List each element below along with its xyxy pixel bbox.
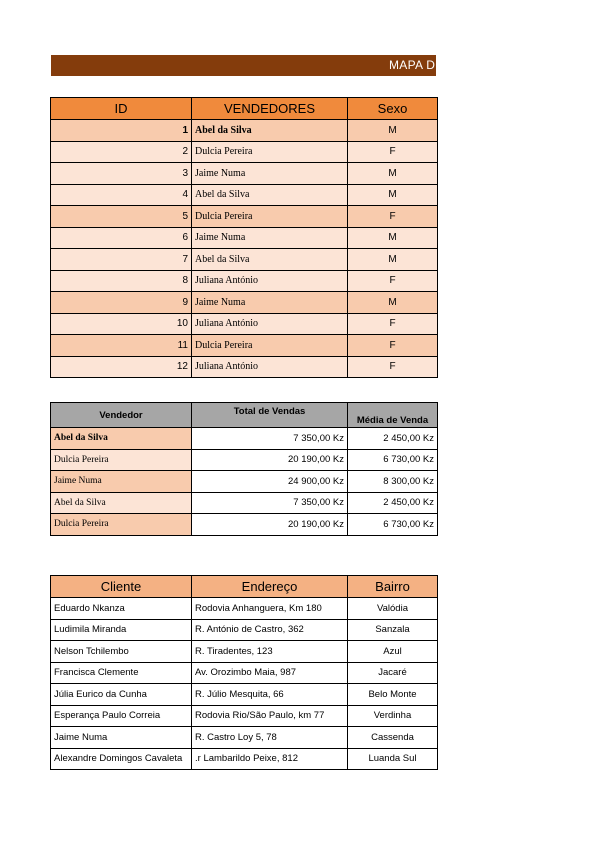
client-address: R. António de Castro, 362 — [192, 619, 348, 641]
header-vendedores: VENDEDORES — [192, 98, 348, 120]
sales-seller: Abel da Silva — [51, 492, 192, 514]
client-name: Francisca Clemente — [51, 662, 192, 684]
seller-id: 10 — [51, 313, 192, 335]
client-name: Nelson Tchilembo — [51, 641, 192, 663]
table-row — [51, 227, 438, 249]
sales-total: 7 350,00 Kz — [192, 492, 348, 514]
table-row — [51, 120, 438, 142]
seller-name: Jaime Numa — [192, 227, 348, 249]
table-row — [51, 141, 438, 163]
seller-name: Dulcia Pereira — [192, 335, 348, 357]
table-row — [51, 184, 438, 206]
client-address: .r Lambarildo Peixe, 812 — [192, 748, 348, 770]
seller-id: 6 — [51, 227, 192, 249]
seller-id: 5 — [51, 206, 192, 228]
table-row — [51, 270, 438, 292]
client-name: Esperança Paulo Correia — [51, 705, 192, 727]
header-endereco: Endereço — [192, 576, 348, 598]
client-address: R. Tiradentes, 123 — [192, 641, 348, 663]
title-bar — [51, 55, 436, 76]
seller-name: Juliana António — [192, 313, 348, 335]
seller-sex: M — [348, 292, 438, 314]
client-district: Azul — [348, 641, 438, 663]
client-address: R. Castro Loy 5, 78 — [192, 727, 348, 749]
seller-id: 8 — [51, 270, 192, 292]
sales-total: 7 350,00 Kz — [192, 428, 348, 450]
seller-id: 12 — [51, 356, 192, 378]
sales-seller: Dulcia Pereira — [51, 514, 192, 536]
page-title: MAPA D — [389, 58, 436, 72]
seller-sex: M — [348, 184, 438, 206]
clients-table — [50, 575, 438, 770]
header-sexo: Sexo — [348, 98, 438, 120]
sales-total: 24 900,00 Kz — [192, 471, 348, 493]
table-header-row — [51, 98, 438, 120]
table-row — [51, 249, 438, 271]
table-row — [51, 313, 438, 335]
seller-sex: M — [348, 120, 438, 142]
seller-sex: F — [348, 270, 438, 292]
table-header-row — [51, 403, 438, 428]
seller-id: 7 — [51, 249, 192, 271]
seller-sex: F — [348, 141, 438, 163]
sales-average: 2 450,00 Kz — [348, 492, 438, 514]
header-total-vendas: Total de Vendas — [192, 403, 348, 428]
table-row — [51, 335, 438, 357]
seller-sex: F — [348, 313, 438, 335]
table-row — [51, 206, 438, 228]
seller-sex: F — [348, 206, 438, 228]
table-row — [51, 514, 438, 536]
client-name: Jaime Numa — [51, 727, 192, 749]
header-id: ID — [51, 98, 192, 120]
table-row — [51, 619, 438, 641]
sales-total: 20 190,00 Kz — [192, 449, 348, 471]
seller-id: 9 — [51, 292, 192, 314]
seller-id: 1 — [51, 120, 192, 142]
client-district: Belo Monte — [348, 684, 438, 706]
header-vendedor: Vendedor — [51, 403, 192, 428]
client-district: Luanda Sul — [348, 748, 438, 770]
table-row — [51, 492, 438, 514]
seller-name: Juliana António — [192, 270, 348, 292]
table-row — [51, 662, 438, 684]
table-row — [51, 471, 438, 493]
table-row — [51, 163, 438, 185]
seller-name: Jaime Numa — [192, 163, 348, 185]
sales-total: 20 190,00 Kz — [192, 514, 348, 536]
client-district: Cassenda — [348, 727, 438, 749]
seller-sex: M — [348, 163, 438, 185]
sales-average: 2 450,00 Kz — [348, 428, 438, 450]
table-row — [51, 727, 438, 749]
seller-name: Abel da Silva — [192, 120, 348, 142]
table-row — [51, 748, 438, 770]
client-address: Av. Orozimbo Maia, 987 — [192, 662, 348, 684]
table-header-row — [51, 576, 438, 598]
seller-id: 4 — [51, 184, 192, 206]
client-name: Eduardo Nkanza — [51, 598, 192, 620]
seller-id: 2 — [51, 141, 192, 163]
seller-name: Abel da Silva — [192, 249, 348, 271]
seller-name: Dulcia Pereira — [192, 206, 348, 228]
seller-sex: M — [348, 249, 438, 271]
table-row — [51, 292, 438, 314]
sales-average: 6 730,00 Kz — [348, 514, 438, 536]
table-row — [51, 449, 438, 471]
table-row — [51, 428, 438, 450]
sales-average: 6 730,00 Kz — [348, 449, 438, 471]
client-address: R. Júlio Mesquita, 66 — [192, 684, 348, 706]
client-address: Rodovia Rio/São Paulo, km 77 — [192, 705, 348, 727]
table-row — [51, 684, 438, 706]
seller-name: Juliana António — [192, 356, 348, 378]
table-row — [51, 356, 438, 378]
header-cliente: Cliente — [51, 576, 192, 598]
seller-sex: F — [348, 356, 438, 378]
seller-sex: M — [348, 227, 438, 249]
seller-name: Jaime Numa — [192, 292, 348, 314]
client-district: Sanzala — [348, 619, 438, 641]
sellers-table — [50, 97, 438, 378]
client-name: Ludimila Miranda — [51, 619, 192, 641]
table-row — [51, 641, 438, 663]
seller-id: 11 — [51, 335, 192, 357]
table-row — [51, 705, 438, 727]
sales-table — [50, 402, 438, 536]
seller-name: Abel da Silva — [192, 184, 348, 206]
seller-name: Dulcia Pereira — [192, 141, 348, 163]
seller-id: 3 — [51, 163, 192, 185]
client-district: Jacaré — [348, 662, 438, 684]
header-bairro: Bairro — [348, 576, 438, 598]
sales-seller: Abel da Silva — [51, 428, 192, 450]
client-address: Rodovia Anhanguera, Km 180 — [192, 598, 348, 620]
client-district: Valódia — [348, 598, 438, 620]
sales-average: 8 300,00 Kz — [348, 471, 438, 493]
client-district: Verdinha — [348, 705, 438, 727]
seller-sex: F — [348, 335, 438, 357]
sales-seller: Jaime Numa — [51, 471, 192, 493]
header-media-venda: Média de Venda — [348, 403, 438, 428]
table-row — [51, 598, 438, 620]
client-name: Júlia Eurico da Cunha — [51, 684, 192, 706]
client-name: Alexandre Domingos Cavaleta — [51, 748, 192, 770]
sales-seller: Dulcia Pereira — [51, 449, 192, 471]
